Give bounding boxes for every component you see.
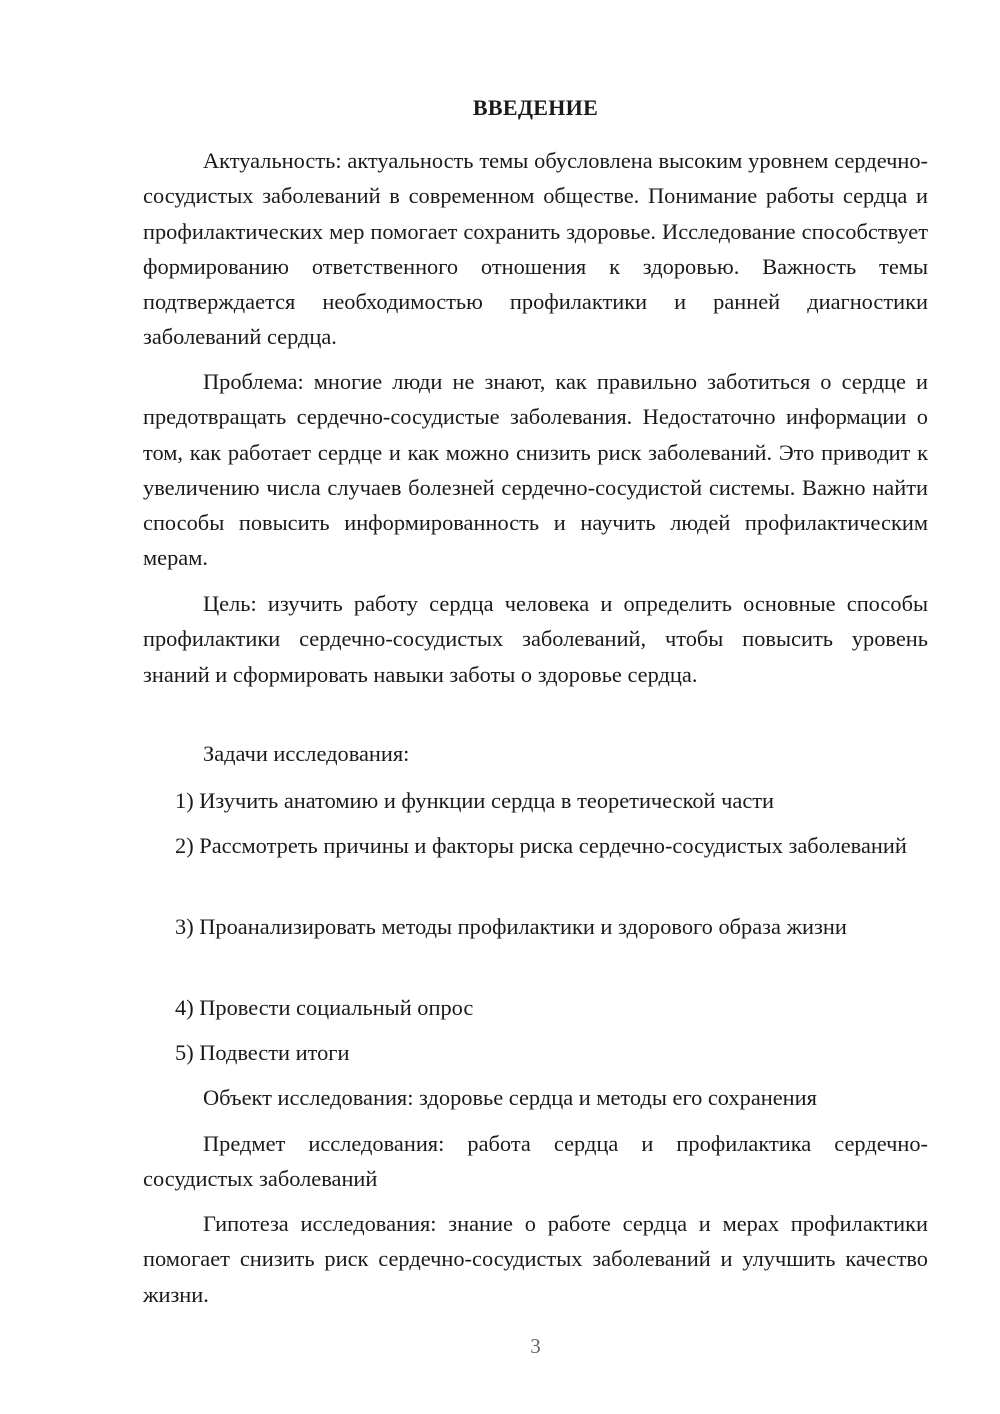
task-item-1: 1) Изучить анатомию и функции сердца в теоретической части: [175, 788, 775, 813]
hypothesis-paragraph: Гипотеза исследования: знание о работе сердца и мерах профилактики помогает снизить риск сердечно-сосудистых заболеваний и улучшить качество жизни.: [143, 1211, 928, 1307]
task-item-2: 2) Рассмотреть причины и факторы риска сердечно-сосудистых заболеваний: [175, 833, 907, 858]
object-paragraph: Объект исследования: здоровье сердца и методы его сохранения: [203, 1085, 817, 1110]
goal-paragraph: Цель: изучить работу сердца человека и определить основные способы профилактики сердечно-сосудистых заболеваний, чтобы повысить уровень знаний и сформировать навыки заботы о здоровье сердца.: [143, 591, 928, 687]
relevance-paragraph: Актуальность: актуальность темы обусловлена высоким уровнем сердечно-сосудистых заболеваний в современном обществе. Понимание работы сердца и профилактических мер помогает сохранить здоровье. Исследование способствует формированию ответственного отношения к здоровью. Важность темы подтверждается необходимостью профилактики и ранней диагностики заболеваний сердца.: [143, 148, 928, 350]
task-item-3: 3) Проанализировать методы профилактики и здорового образа жизни: [175, 914, 847, 939]
page-title: ВВЕДЕНИЕ: [472, 95, 599, 120]
page-number: 3: [530, 1334, 541, 1358]
tasks-heading: Задачи исследования:: [203, 741, 410, 766]
task-item-4: 4) Провести социальный опрос: [175, 995, 474, 1020]
problem-paragraph: Проблема: многие люди не знают, как правильно заботиться о сердце и предотвращать сердечно-сосудистые заболевания. Недостаточно информации о том, как работает сердце и как можно снизить риск заболеваний. Это приводит к увеличению числа случаев болезней сердечно-сосудистой системы. Важно найти способы повысить информированность и научить людей профилактическим мерам.: [143, 369, 928, 571]
task-item-5: 5) Подвести итоги: [175, 1040, 350, 1065]
subject-paragraph: Предмет исследования: работа сердца и профилактика сердечно-сосудистых заболеваний: [143, 1131, 928, 1192]
